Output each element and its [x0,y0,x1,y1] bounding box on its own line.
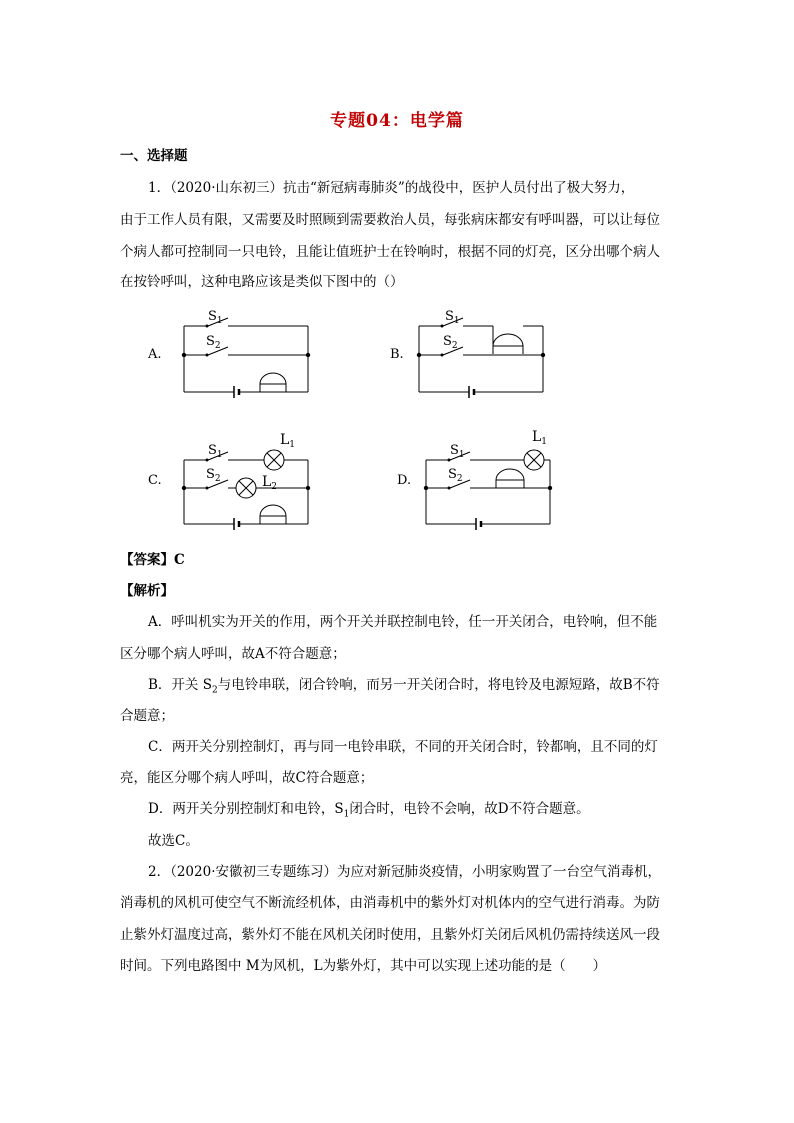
svg-text:L1: $L_1$ [532,429,548,447]
analysis-c-line-2: 亮，能区分哪个病人呼叫，故C符合题意； [120,770,374,786]
question-1-line-3: 个病人都可控制同一只电铃，且能让值班护士在铃响时，根据不同的灯亮，区分出哪个病人 [120,244,660,260]
circuit-diagram-b [405,300,565,410]
circuit-diagram-a [170,300,330,410]
switch-s2-label: S [443,334,452,349]
switch-s2-label: S [206,467,215,482]
svg-text:S1: $S_1$ [450,443,465,460]
page-title: 专题04：电学篇 [330,111,464,131]
switch-s1-label: S [445,309,454,324]
analysis-label: 【解析】 [120,583,174,599]
analysis-a-line-1: A．呼叫机实为开关的作用，两个开关并联控制电铃，任一开关闭合，电铃响，但不能 [148,614,658,630]
analysis-b-line-1: B．开关 $S_2$与电铃串联，闭合铃响，而另一开关闭合时，将电铃及电源短路，故B不符 [148,677,660,696]
question-1-line-1: 1．（2020·山东初三）抗击“新冠病毒肺炎”的战役中，医护人员付出了极大努力， [148,180,635,196]
analysis-conclusion: 故选C。 [148,833,199,849]
analysis-d-line-1: D．两开关分别控制灯和电铃，$S_1$闭合时，电铃不会响，故D不符合题意。 [148,801,590,820]
question-2-line-3: 止紫外灯温度过高，紫外灯不能在风机关闭时使用，且紫外灯关闭后风机仍需持续送风一段 [120,927,660,943]
lamp-l2-label: L [262,474,272,490]
svg-text:S1: $S_1$ [445,309,460,326]
option-b-label: B. [390,347,404,362]
circuit-diagram-d [412,428,572,538]
switch-s1-label: S [208,309,217,324]
lamp-l1-label: L [532,429,542,445]
svg-text:L1: $L_1$ [280,432,296,450]
question-1-line-2: 由于工作人员有限，又需要及时照顾到需要救治人员，每张病床都安有呼叫器，可以让每位 [120,212,660,228]
section-heading: 一、选择题 [120,148,188,164]
svg-text:S2: $S_2$ [206,334,221,351]
svg-text:S2: $S_2$ [206,467,221,484]
svg-text:S1: $S_1$ [208,443,223,460]
option-c-label: C. [148,473,162,488]
option-a-label: A. [148,347,162,362]
analysis-b-line-2: 合题意； [120,708,174,724]
circuit-diagram-c [170,428,330,538]
svg-text:S2: $S_2$ [448,467,463,484]
question-1-line-4: 在按铃呼叫，这种电路应该是类似下图中的（） [120,274,404,290]
svg-text:S1: $S_1$ [208,309,223,326]
switch-s1-label: S [208,443,217,458]
switch-s2-label: S [206,334,215,349]
analysis-a-line-2: 区分哪个病人呼叫，故A不符合题意； [120,646,346,662]
svg-text:L2: $L_2$ [262,474,278,492]
lamp-l1-label: L [280,432,290,448]
analysis-c-line-1: C．两开关分别控制灯，再与同一电铃串联，不同的开关闭合时，铃都响，且不同的灯 [148,739,658,755]
question-2-line-2: 消毒机的风机可使空气不断流经机体，由消毒机中的紫外灯对机体内的空气进行消毒。为防 [120,895,660,911]
option-d-label: D. [397,473,412,488]
question-2-line-4: 时间。下列电路图中 M为风机，L为紫外灯，其中可以实现上述功能的是（ ） [120,958,607,974]
switch-s2-label: S [448,467,457,482]
answer-label: 【答案】C [120,552,185,568]
question-2-line-1: 2．（2020·安徽初三专题练习）为应对新冠肺炎疫情，小明家购置了一台空气消毒机， [148,864,661,880]
switch-s1-label: S [450,443,459,458]
svg-text:S2: $S_2$ [443,334,458,351]
